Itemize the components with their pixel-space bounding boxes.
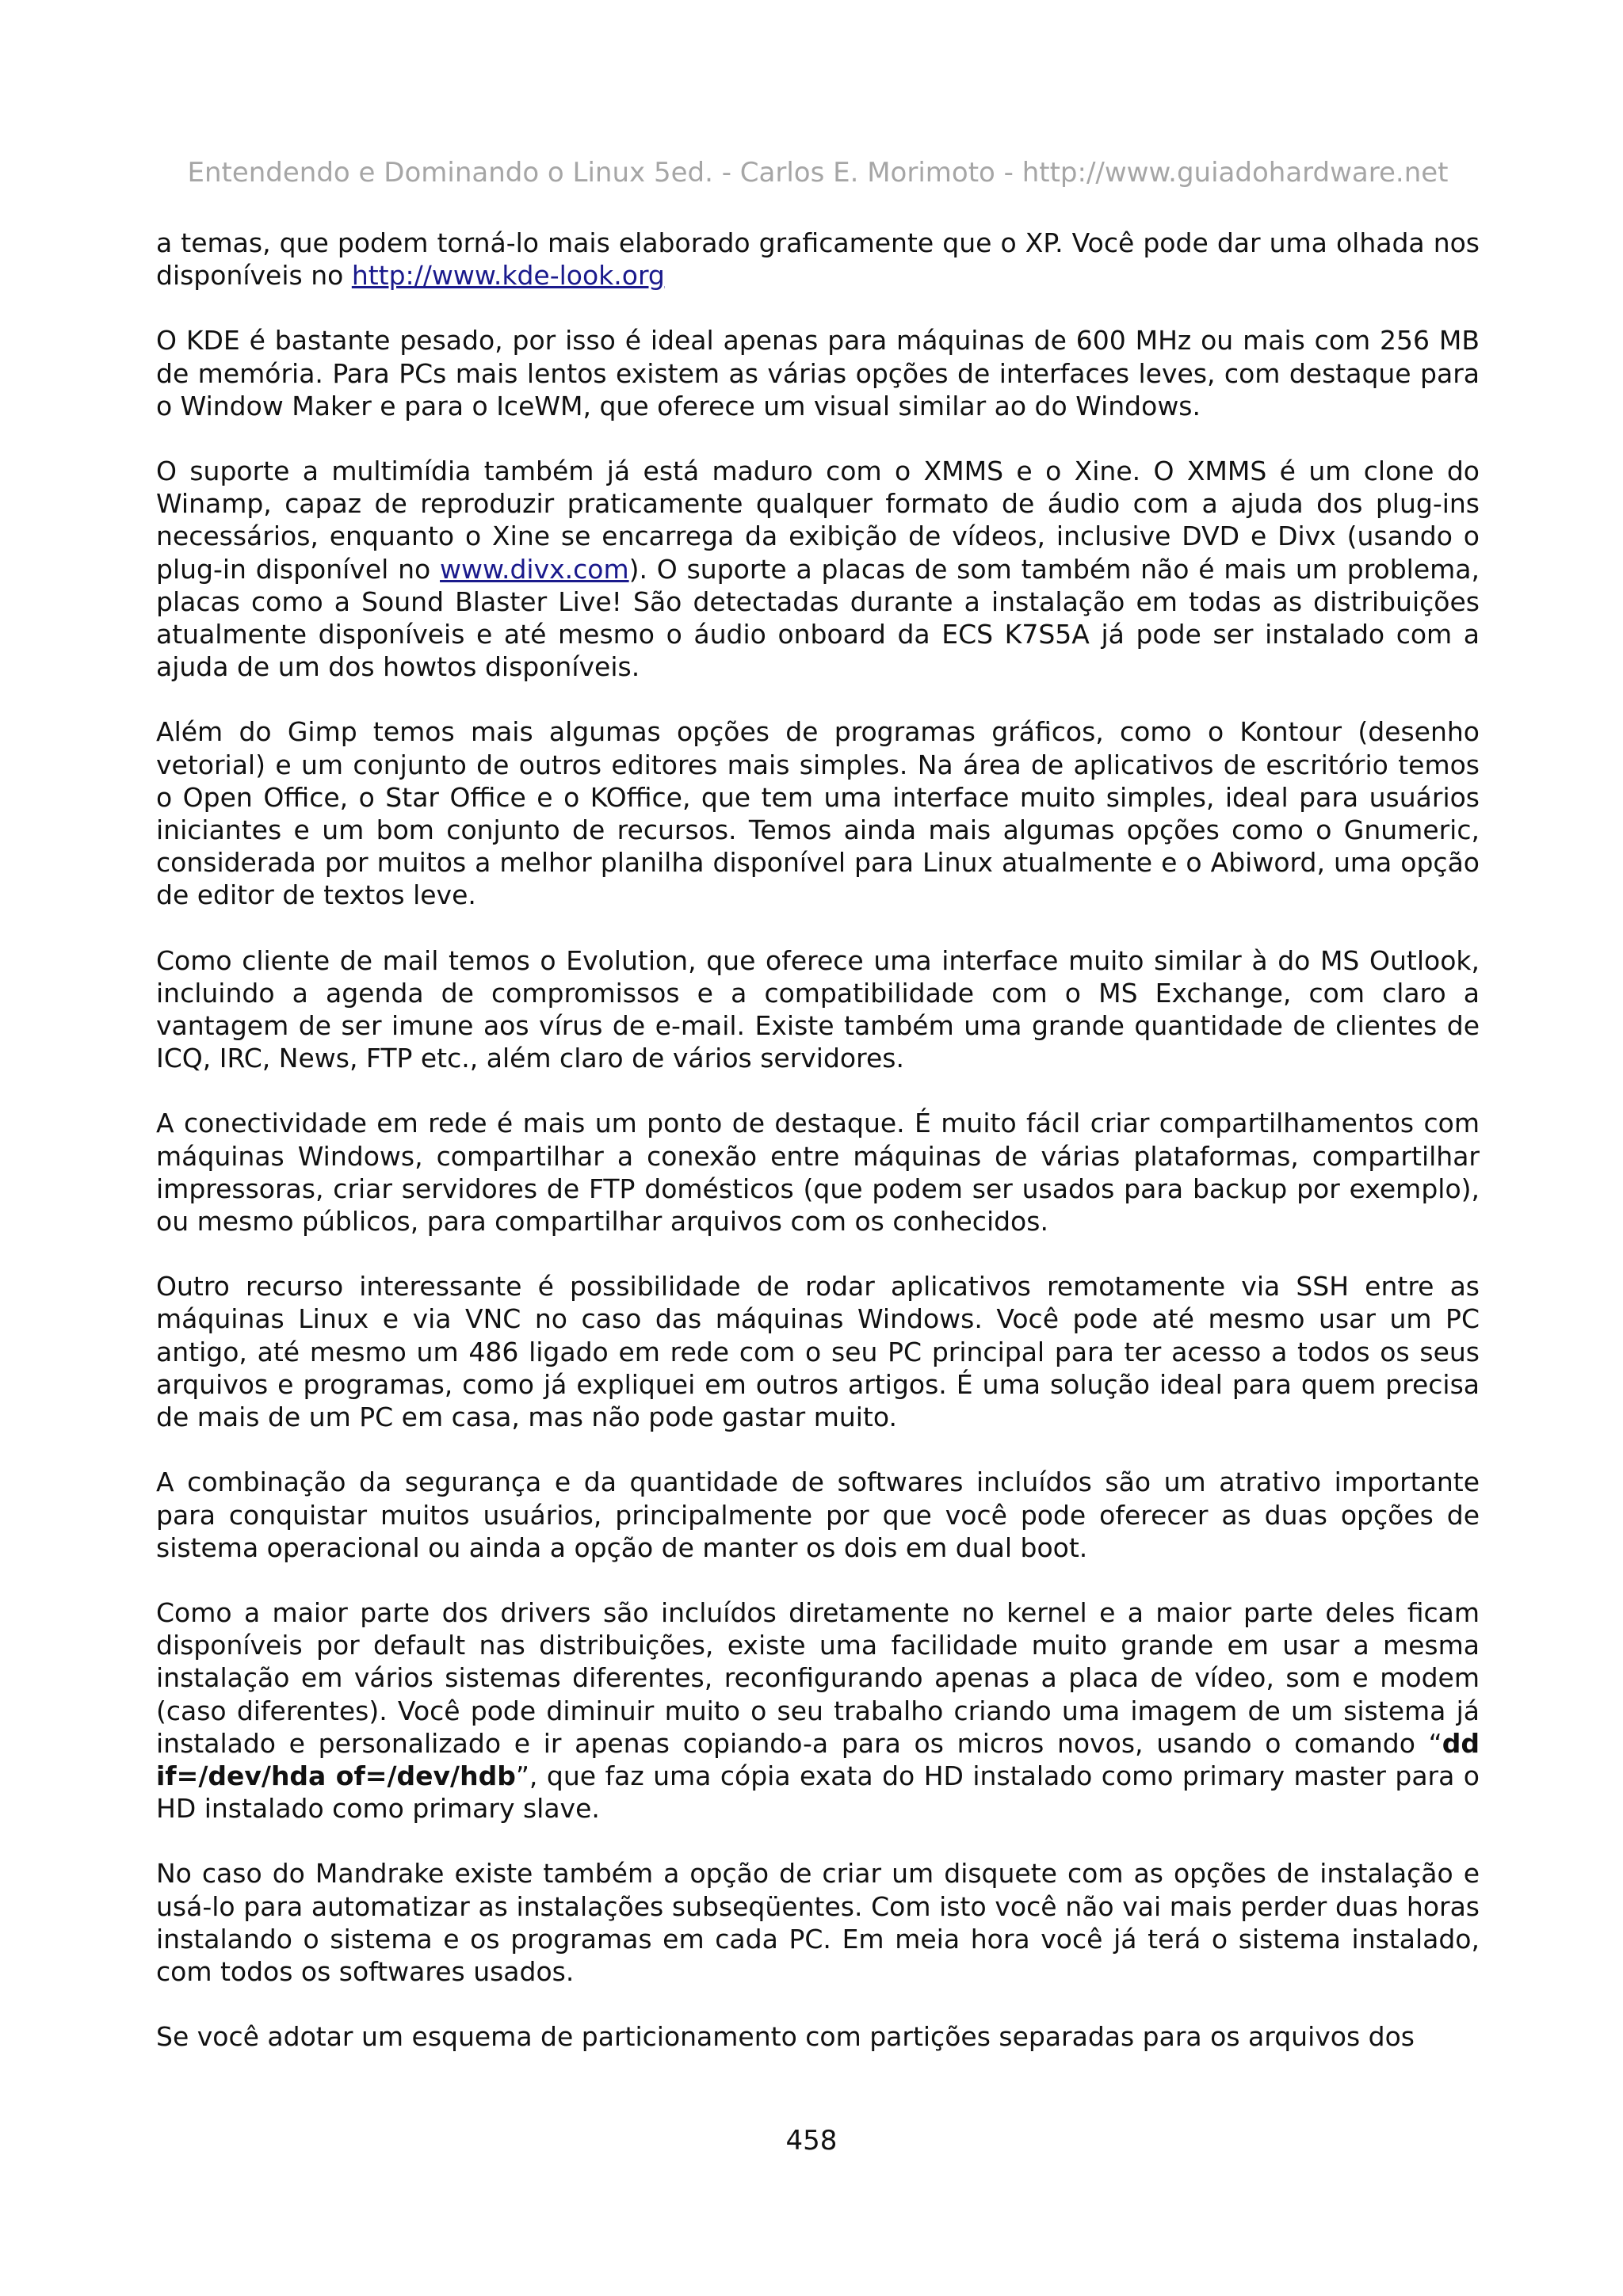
page-number: 458 [785,2125,838,2157]
paragraph-1-text: a temas, que podem torná-lo mais elaborado graficamente que o XP. Você pode dar uma olhada nos disponíveis no [156,227,1480,292]
paragraph-6: A conectividade em rede é mais um ponto de destaque. É muito fácil criar compartilhamentos com máquinas Windows, compartilhar a conexão entre máquinas de várias plataformas, compartilhar impressoras, criar servidores de FTP domésticos (que podem ser usados para backup por exemplo), ou mesmo públicos, para compartilhar arquivos com os conhecidos. [156,1108,1480,1238]
paragraph-11: Se você adotar um esquema de particionamento com partições separadas para os arquivos dos [156,2021,1415,2053]
running-header: Entendendo e Dominando o Linux 5ed. - Carlos E. Morimoto - http://www.guiadohardware.net [187,157,1449,189]
paragraph-5: Como cliente de mail temos o Evolution, que oferece uma interface muito similar à do MS Outlook, incluindo a agenda de compromissos e a compatibilidade com o MS Exchange, com claro a vantagem de ser imune aos vírus de e-mail. Existe também uma grande quantidade de clientes de ICQ, IRC, News, FTP etc., além claro de vários servidores. [156,944,1480,1074]
paragraph-4: Além do Gimp temos mais algumas opções de programas gráficos, como o Kontour (desenho vetorial) e um conjunto de outros editores mais simples. Na área de aplicativos de escritório temos o Open Office, o Star Office e o KOffice, que tem uma interface muito simples, ideal para usuários iniciantes e um bom conjunto de recursos. Temos ainda mais algumas opções como o Gnumeric, considerada por muitos a melhor planilha disponível para Linux atualmente e o Abiword, uma opção de editor de textos leve. [156,716,1480,911]
paragraph-8: A combinação da segurança e da quantidade de softwares incluídos são um atrativo importante para conquistar muitos usuários, principalmente por que você pode oferecer as duas opções de sistema operacional ou ainda a opção de manter os dois em dual boot. [156,1466,1480,1563]
dd-command: dd if=/dev/hda of=/dev/hdb [156,1727,1480,1791]
paragraph-9-text-b: ”, que faz uma cópia exata do HD instalado como primary master para o HD instalado como primary slave. [156,1760,1480,1825]
paragraph-7: Outro recurso interessante é possibilidade de rodar aplicativos remotamente via SSH entre as máquinas Linux e via VNC no caso das máquinas Windows. Você pode até mesmo usar um PC antigo, até mesmo um 486 ligado em rede com o seu PC principal para ter acesso a todos os seus arquivos e programas, como já expliquei em outros artigos. É uma solução ideal para quem precisa de mais de um PC em casa, mas não pode gastar muito. [156,1271,1480,1433]
paragraph-1 [156,227,1480,292]
kde-look-link[interactable]: http://www.kde-look.org [351,260,665,292]
paragraph-10: No caso do Mandrake existe também a opção de criar um disquete com as opções de instalação e usá-lo para automatizar as instalações subseqüentes. Com isto você não vai mais perder duas horas instalando o sistema e os programas em cada PC. Em meia hora você já terá o sistema instalado, com todos os softwares usados. [156,1858,1480,1987]
paragraph-3-text-b: ). O suporte a placas de som também não é mais um problema, placas como a Sound Blaster Live! São detectadas durante a instalação em todas as distribuições atualmente disponíveis e até mesmo o áudio onboard da ECS K7S5A já pode ser instalado com a ajuda de um dos howtos disponíveis. [156,553,1480,683]
paragraph-9 [156,1596,1480,1825]
paragraph-9-text-a: Como a maior parte dos drivers são incluídos diretamente no kernel e a maior parte deles ficam disponíveis por default nas distribuições, existe uma facilidade muito grande em usar a mesma instalação em vários sistemas diferentes, reconfigurando apenas a placa de vídeo, som e modem (caso diferentes). Você pode diminuir muito o seu trabalho criando uma imagem de um sistema já instalado e personalizado e ir apenas copiando-a para os micros novos, usando o comando “ [156,1596,1480,1759]
paragraph-3-text-a: O suporte a multimídia também já está maduro com o XMMS e o Xine. O XMMS é um clone do Winamp, capaz de reproduzir praticamente qualquer formato de áudio com a ajuda dos plug-ins necessários, enquanto o Xine se encarrega da exibição de vídeos, inclusive DVD e Divx (usando o plug-in disponível no [156,456,1480,585]
paragraph-2: O KDE é bastante pesado, por isso é ideal apenas para máquinas de 600 MHz ou mais com 256 MB de memória. Para PCs mais lentos existem as várias opções de interfaces leves, com destaque para o Window Maker e para o IceWM, que oferece um visual similar ao do Windows. [156,325,1480,421]
document-body [156,227,1480,2085]
paragraph-3 [156,455,1480,683]
divx-link[interactable]: www.divx.com [440,553,629,585]
